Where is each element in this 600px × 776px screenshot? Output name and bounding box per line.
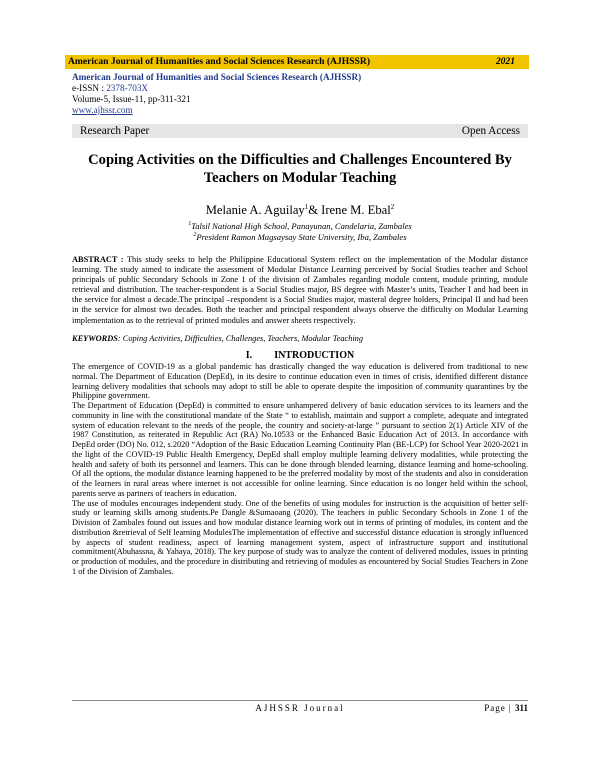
abstract-label: ABSTRACT : [72, 255, 127, 264]
paragraph-3: The use of modules encourages independent study. One of the benefits of using modules for instruction is the acquisition of better self-study or learning skills among students.Pe Dangle &Sumaoang (2020). The teachers in public Secondary Schools in Zone 1 of the Division of Zambales found out issues and how modular distance learning work out in terms of printing of modules, its content and the distribution &retrieval of Self learning ModulesThe implementation of effective and successful distance education is strongly influenced by aspects of student readiness, aspect of learning management system, aspect of infrastructure support and institutional commitment(Abuhassna, & Yahaya, 2018). The key purpose of study was to analyze the content of delivered modules, issues in printing or production of modules, and the procedure in distributing and retrieving of modules as encountered by Social Studies Teachers in Zone 1 of the Division of Zambales. [72, 498, 528, 576]
author-2-sup: 2 [390, 203, 395, 211]
section-body [72, 362, 528, 577]
section-heading [60, 350, 540, 362]
footer-journal: AJHSSR Journal [255, 703, 345, 713]
author-list [60, 200, 540, 218]
journal-meta [72, 72, 361, 116]
access-type-label: Open Access [461, 125, 520, 137]
paragraph-2: The Department of Education (DepEd) is committed to ensure unhampered delivery of basic education services to its learners and the community in line with the constitutional mandate of the State “ to establish, maintain and support a complete, adequate and integrated system of education relevant to the needs of the people, the country and society-at-large ” pursuant to section 2(1) Article XIV of the 1987 Constitution, as reiterated in Republic Act (RA) No.10533 or the Enhanced Basic Education Act of 2013. In accordance with DepEd order (DO) No. 012, s.2020 “Adoption of the Basic Education Learning Continuity Plan (BE-LCP) for School Year 2020-2021 in the light of the COVID-19 Public Health Emergency, DepEd shall employ multiple learning delivery modalities, while protecting the health and safety of both its personnel and learners. This can be done through blended learning, distance learning and home-schooling. Of all the options, the modular distance learning happened to be the preferred modality by most of the students and also in consideration of the learners in rural areas where internet is not accessible for online learning. Since education is no longer held within the school, parents serve as partners of teachers in education. [72, 401, 528, 498]
journal-url-link[interactable]: www.ajhssr.com [72, 105, 133, 115]
keywords-label: KEYWORDS [72, 334, 118, 343]
author-joiner: & [308, 203, 322, 218]
author-2: Irene M. Ebal [321, 203, 391, 218]
header-year: 2021 [495, 56, 515, 67]
affiliation-2-sup: 2 [193, 232, 197, 238]
affiliation-1-sup: 1 [188, 221, 192, 227]
title-line-1: Coping Activities on the Difficulties and Challenges Encountered By [88, 152, 512, 168]
meta-eissn-line [72, 83, 361, 94]
author-1: Melanie A. Aguilay [205, 203, 305, 218]
eissn-label: e-ISSN : [72, 83, 107, 93]
meta-journal-name: American Journal of Humanities and Social Sciences Research (AJHSSR) [72, 72, 362, 82]
section-title: INTRODUCTION [274, 350, 355, 361]
footer-page [484, 703, 528, 714]
meta-volume: Volume-5, Issue-11, pp-311-321 [72, 94, 191, 104]
author-1-sup: 1 [304, 203, 309, 211]
abstract-text: This study seeks to help the Philippine Educational System reflect on the implementation of the Modular distance learning. The study aimed to indicate the assessment of Modular Distance Learning perceived by Social Studies teacher and School principals of public Secondary Schools in Zone 1 of the division of Zambales regarding module content, module printing, module retrieval and distribution. The teacher-respondent is a Social Studies major, BS degree with Master’s units, Teacher I and had been in the service for almost a decade.The principal –respondent is a Social Studies major, masteral degree holders, Principal II and had been in the service for almost two decades. Both the teacher and principal respondent always observe the difficulty on Modular Learning implementation as to the retrieval of printed modules and answer sheets respectively. [72, 255, 528, 325]
keywords-text: : Coping Activities, Difficulties, Challenges, Teachers, Modular Teaching [117, 334, 364, 343]
affiliation-2 [60, 230, 540, 242]
affiliation-1-text: Talsil National High School, Panayunan, Candelaria, Zambales [191, 220, 412, 231]
keywords [72, 334, 528, 344]
header-journal-name: American Journal of Humanities and Social Sciences Research (AJHSSR) [68, 56, 371, 67]
footer-page-label: Page | [484, 703, 515, 713]
paragraph-1: The emergence of COVID-19 as a global pandemic has drastically changed the way education is delivered from traditional to new normal. The Department of Education (DepEd), in its desire to continue education even in times of crisis, identified different distance learning delivery modalities that schools may adopt to still be able to operate despite the imposition of community quarantines by the Philippine government. [72, 362, 528, 401]
paper-type-label: Research Paper [80, 125, 150, 137]
abstract [72, 255, 528, 326]
title-line-2: Teachers on Modular Teaching [203, 170, 397, 186]
footer-divider [72, 700, 528, 701]
paper-title [60, 151, 540, 187]
eissn-value: 2378-703X [106, 83, 149, 93]
affiliation-2-text: President Ramon Magsaysay State University, Iba, Zambales [196, 231, 407, 242]
footer-page-number: 311 [514, 703, 528, 713]
section-number: I. [245, 350, 253, 361]
paper-type-bar [72, 124, 528, 138]
journal-header-bar [65, 55, 529, 69]
